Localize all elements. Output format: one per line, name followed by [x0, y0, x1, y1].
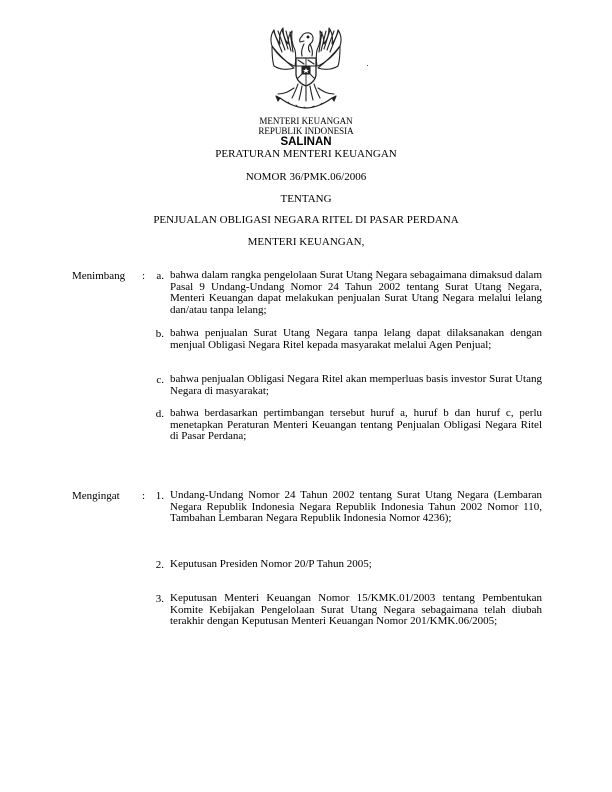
mengingat-item-1: Undang-Undang Nomor 24 Tahun 2002 tentang Surat Utang Negara (Lembaran Negara Republik Indonesia Negara Republik Indonesia Tahun 2002 Nomor 110, Tambahan Lembaran Negara Republik Indonesia Nomor 4236);: [170, 489, 542, 525]
mengingat-item-2: Keputusan Presiden Nomor 20/P Tahun 2005;: [170, 558, 372, 570]
scan-speck: [367, 65, 368, 66]
menimbang-marker-a: a.: [156, 270, 164, 282]
copy-label: SALINAN: [280, 136, 332, 148]
menimbang-item-b: bahwa penjualan Surat Utang Negara tanpa lelang dapat dilaksanakan dengan menjual Obligasi Negara Ritel kepada masyarakat melalui Agen Penjual;: [170, 327, 542, 351]
menimbang-item-c: bahwa penjualan Obligasi Negara Ritel akan memperluas basis investor Surat Utang Negara di masyarakat;: [170, 373, 542, 397]
regulation-type: PERATURAN MENTERI KEUANGAN: [215, 148, 397, 160]
regulation-number: NOMOR 36/PMK.06/2006: [245, 171, 367, 183]
menimbang-label: Menimbang: [72, 270, 126, 282]
mengingat-marker-2: 2.: [155, 559, 164, 571]
menimbang-item-d: bahwa berdasarkan pertimbangan tersebut huruf a, huruf b dan huruf c, perlu menetapkan Peraturan Menteri Keuangan tentang Penjualan Obligasi Negara Ritel di Pasar Perdana;: [170, 407, 542, 443]
menimbang-marker-c: c.: [156, 374, 164, 386]
menimbang-marker-d: d.: [155, 408, 164, 420]
mengingat-marker-1: 1.: [155, 490, 164, 502]
garuda-emblem-icon: [258, 22, 354, 114]
mengingat-item-3: Keputusan Menteri Keuangan Nomor 15/KMK.01/2003 tentang Pembentukan Komite Kebijakan Pengelolaan Surat Utang Negara sebagaimana telah diubah terakhir dengan Keputusan Menteri Keuangan Nomor 201/KMK.06/2005;: [170, 592, 542, 628]
issuer-line: MENTERI KEUANGAN,: [247, 236, 365, 248]
republic-name: REPUBLIK INDONESIA: [258, 126, 354, 136]
mengingat-colon: :: [142, 490, 146, 502]
mengingat-marker-3: 3.: [155, 593, 164, 605]
ministry-name: MENTERI KEUANGAN: [259, 116, 353, 126]
menimbang-item-a: bahwa dalam rangka pengelolaan Surat Utang Negara sebagaimana dimaksud dalam Pasal 9 Undang-Undang Nomor 24 Tahun 2002 tentang Surat Utang Negara, Menteri Keuangan dapat melakukan penjualan Surat Utang Negara melalui lelang dan/atau tanpa lelang;: [170, 269, 542, 316]
regulation-subject: PENJUALAN OBLIGASI NEGARA RITEL DI PASAR PERDANA: [153, 214, 459, 226]
mengingat-label: Mengingat: [72, 490, 120, 502]
about-label: TENTANG: [280, 193, 332, 205]
menimbang-marker-b: b.: [155, 328, 164, 340]
menimbang-colon: :: [142, 270, 146, 282]
